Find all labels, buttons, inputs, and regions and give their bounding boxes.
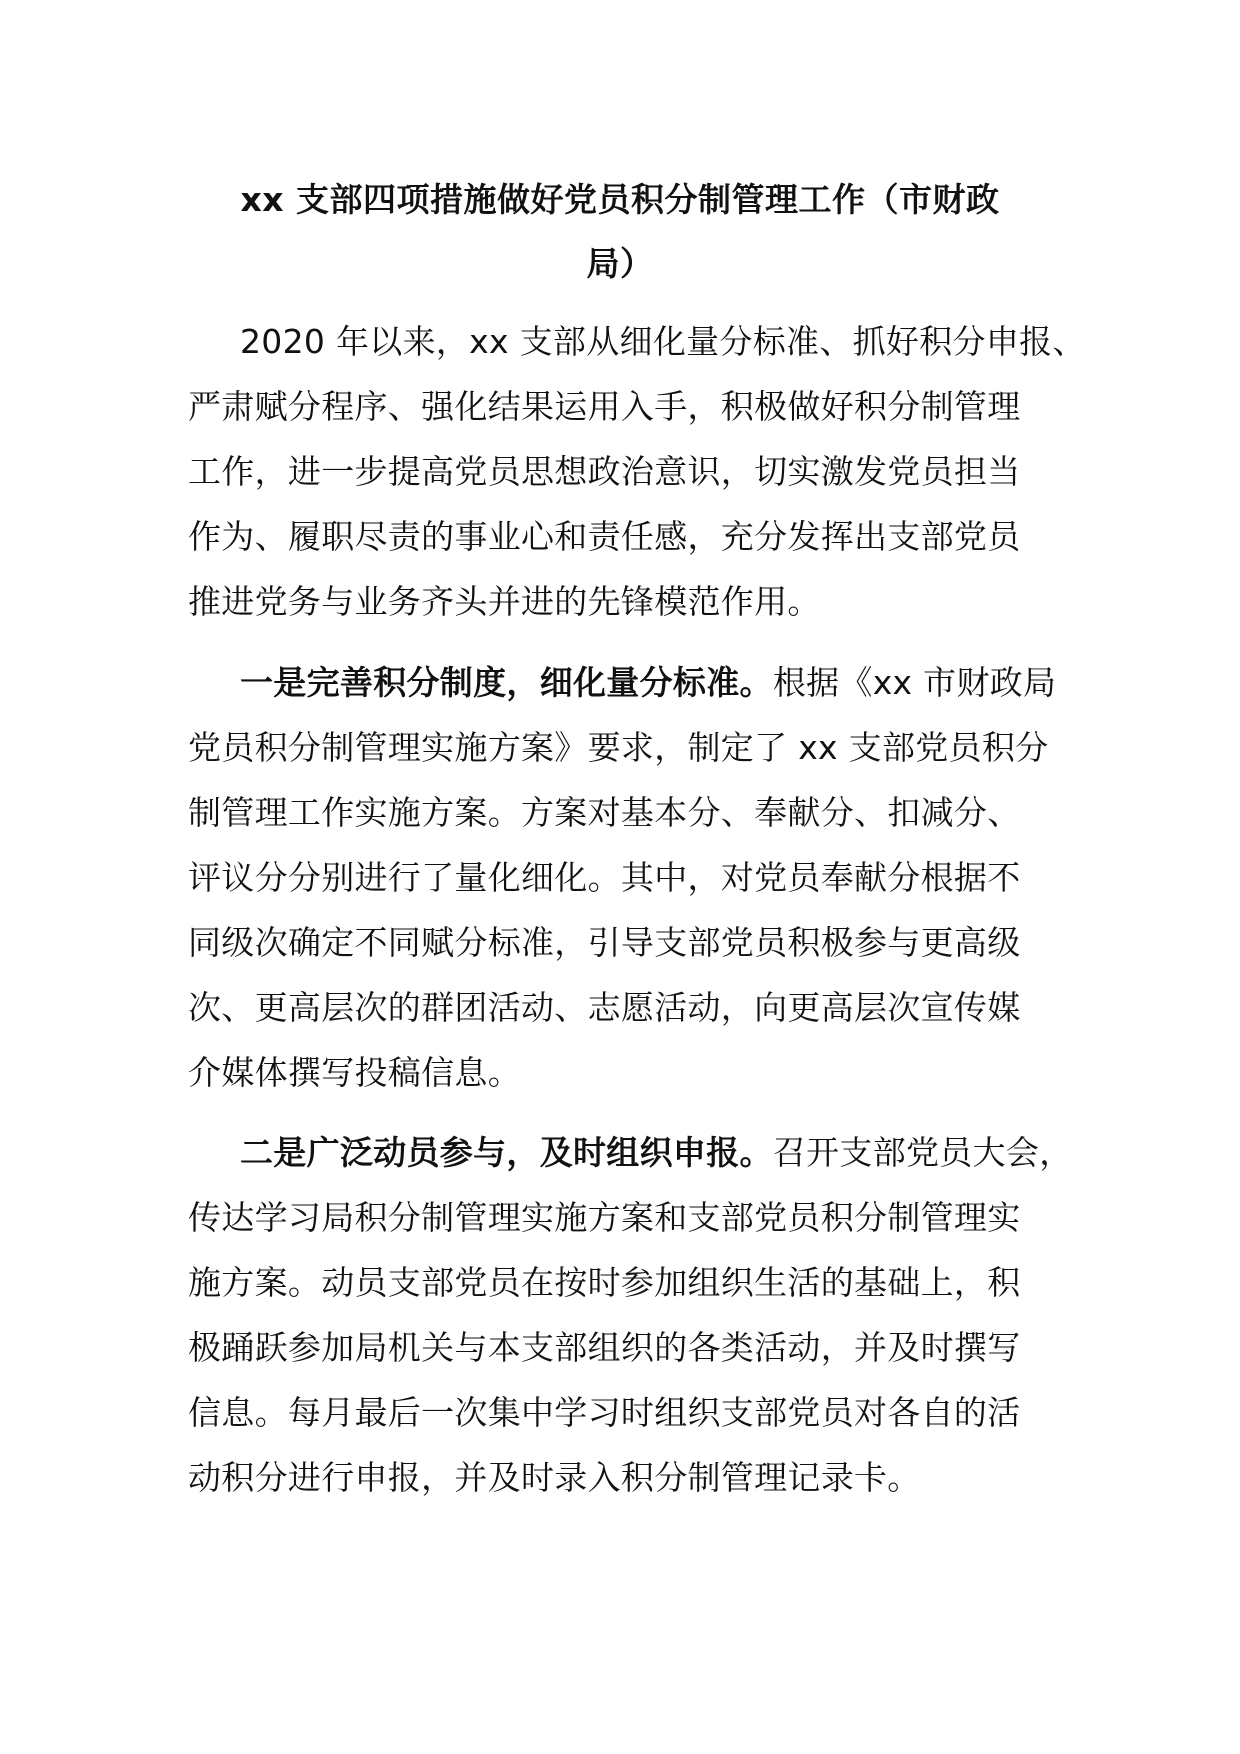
paragraph-first-line-text: 召开支部党员大会， bbox=[772, 1133, 1073, 1172]
paragraph-first-line-text: 根据《xx 市财政局 bbox=[772, 663, 1057, 702]
paragraph-lead-heading: 二是广泛动员参与，及时组织申报。 bbox=[240, 1133, 773, 1172]
paragraph-line: 评议分分别进行了量化细化。其中，对党员奉献分根据不 bbox=[188, 858, 1021, 897]
paragraph-line: 介媒体撰写投稿信息。 bbox=[188, 1053, 521, 1092]
paragraph-line: 同级次确定不同赋分标准，引导支部党员积极参与更高级 bbox=[188, 923, 1021, 962]
paragraph-intro bbox=[188, 309, 1088, 634]
paragraph-line: 2020 年以来，xx 支部从细化量分标准、抓好积分申报、 bbox=[240, 322, 1086, 361]
paragraph-line: 作为、履职尽责的事业心和责任感，充分发挥出支部党员 bbox=[188, 517, 1021, 556]
paragraph-first-line bbox=[188, 1120, 1088, 1185]
paragraph-line: 次、更高层次的群团活动、志愿活动，向更高层次宣传媒 bbox=[188, 988, 1021, 1027]
paragraph-line: 信息。每月最后一次集中学习时组织支部党员对各自的活 bbox=[188, 1393, 1021, 1432]
paragraph-line: 党员积分制管理实施方案》要求，制定了 xx 支部党员积分 bbox=[188, 728, 1049, 767]
paragraph-line: 动积分进行申报，并及时录入积分制管理记录卡。 bbox=[188, 1458, 921, 1497]
paragraph-line: 工作，进一步提高党员思想政治意识，切实激发党员担当 bbox=[188, 452, 1021, 491]
paragraph-first-line bbox=[188, 650, 1088, 715]
paragraph-measure-1 bbox=[188, 650, 1088, 1105]
paragraph-line: 施方案。动员支部党员在按时参加组织生活的基础上，积 bbox=[188, 1263, 1021, 1302]
paragraph-lead-heading: 一是完善积分制度，细化量分标准。 bbox=[240, 663, 773, 702]
paragraph-measure-2 bbox=[188, 1120, 1088, 1510]
document-title-line-1: xx 支部四项措施做好党员积分制管理工作（市财政 bbox=[240, 180, 1000, 219]
paragraph-line: 制管理工作实施方案。方案对基本分、奉献分、扣减分、 bbox=[188, 793, 1021, 832]
document-title-line-2: 局） bbox=[586, 244, 654, 283]
paragraph-line: 极踊跃参加局机关与本支部组织的各类活动，并及时撰写 bbox=[188, 1328, 1021, 1367]
paragraph-line: 推进党务与业务齐头并进的先锋模范作用。 bbox=[188, 582, 821, 621]
paragraph-line: 严肃赋分程序、强化结果运用入手，积极做好积分制管理 bbox=[188, 387, 1021, 426]
paragraph-line: 传达学习局积分制管理实施方案和支部党员积分制管理实 bbox=[188, 1198, 1021, 1237]
